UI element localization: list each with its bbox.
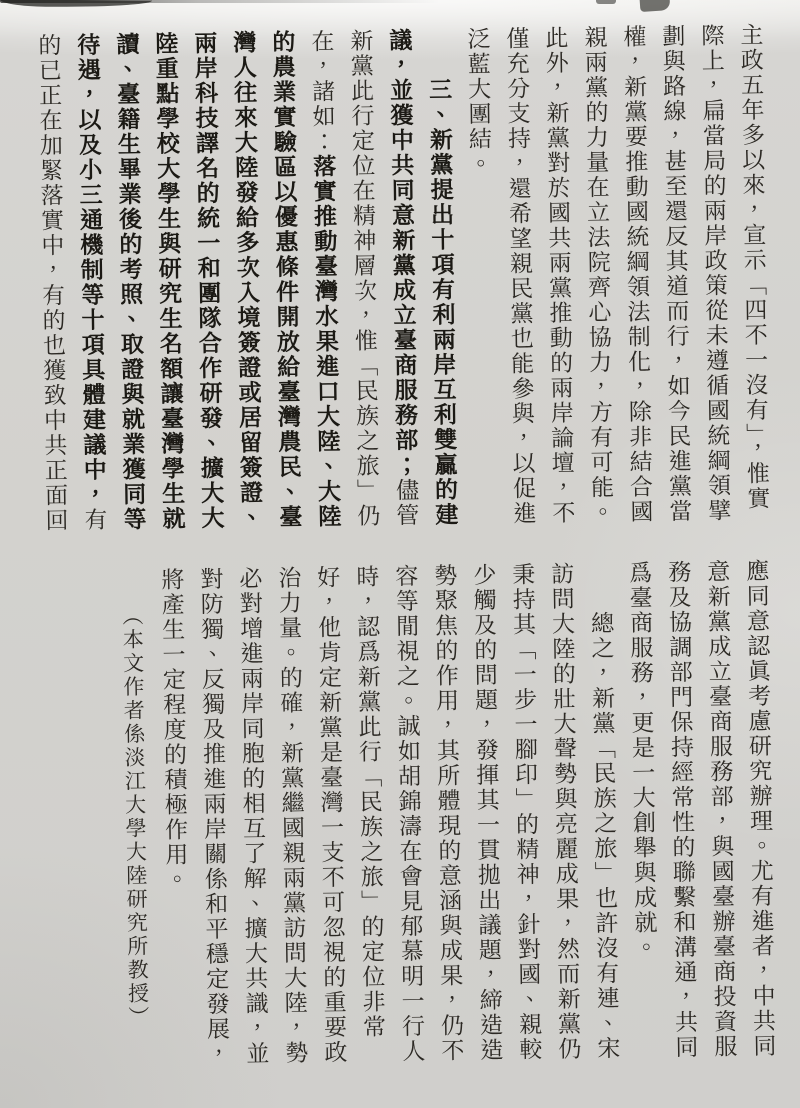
text-segment: 總之，新黨「民族之旅」也許沒有連、宋 xyxy=(587,560,620,1062)
author-byline-column xyxy=(118,568,152,1084)
text-segment: 主政五年多以來，宣示「四不一沒有」，惟實 xyxy=(737,22,770,512)
text-column xyxy=(742,559,776,1075)
text-segment xyxy=(425,27,451,77)
text-column xyxy=(352,564,386,1080)
text-segment: 訪問大陸的壯大聲勢與亮麗成果，然而新黨仍 xyxy=(548,561,581,1062)
text-segment: 爲臺商服務，更是一大創舉與成就。 xyxy=(626,560,658,961)
text-segment: 應同意認眞考慮研究辦理。尤有進者，中共同 xyxy=(743,558,776,1059)
text-segment: 此外，新黨對於國共兩黨推動的兩岸論壇，不 xyxy=(542,25,575,526)
text-segment: 務及協調部門保持經常性的聯繫和溝通，共同 xyxy=(665,559,698,1061)
bold-text-segment: 落實推動臺灣水果進口大陸、大陸 xyxy=(310,153,341,530)
bold-text-segment: 待遇，以及小三通機制等十項具體建議中， xyxy=(74,32,107,508)
text-column xyxy=(541,25,575,537)
text-column xyxy=(703,559,737,1075)
text-column xyxy=(658,24,692,536)
text-column xyxy=(274,565,308,1081)
text-segment: 儘管 xyxy=(392,477,419,529)
text-column xyxy=(625,560,659,1076)
text-segment: 權，新黨要推動國統綱領法制化，除非結合國 xyxy=(620,24,653,525)
text-column xyxy=(586,561,620,1077)
text-column xyxy=(619,24,653,536)
bold-text-segment: 的農業實驗區以優惠條件開放給臺灣農民、臺 xyxy=(269,29,302,530)
text-column xyxy=(196,567,230,1083)
text-segment: 僅充分支持，還希望親民黨也能參與，以促進 xyxy=(503,26,536,527)
text-column xyxy=(391,564,425,1080)
text-segment: 有 xyxy=(81,507,107,533)
text-segment: 秉持其「一步一腳印」的精神，針對國、親較 xyxy=(509,562,542,1063)
bold-text-segment: 灣人往來大陸發給多次入境簽證或居留簽證、 xyxy=(230,30,263,531)
text-segment: 將產生一定程度的積極作用。 xyxy=(158,567,188,893)
text-column xyxy=(697,23,731,535)
text-segment: 的已正在加緊落實中，有的也獲致中共正面回 xyxy=(35,32,68,534)
text-segment: 必對增進兩岸同胞的相互了解、擴大共識，並 xyxy=(236,566,269,1067)
text-segment: 際上，扁當局的兩岸政策從未遵循國統綱領擘 xyxy=(698,23,731,524)
text-column xyxy=(229,30,263,542)
text-segment: 泛藍大團結。 xyxy=(464,26,492,177)
text-segment: 好，他肯定新黨是臺灣一支不可忽視的重要政 xyxy=(314,564,347,1066)
bold-text-segment: 兩岸科技譯名的統一和團隊合作研發、擴大大 xyxy=(191,30,224,531)
bold-text-segment: 議，並獲中共同意新黨成立臺商服務部； xyxy=(386,27,418,479)
article-top-block xyxy=(21,23,770,546)
text-segment: 少觸及的問題，發揮其一貫拋出議題，締造造 xyxy=(470,562,503,1063)
text-column xyxy=(73,32,107,544)
text-segment: 新黨此行定位在精神層次，惟「民族之旅」仍 xyxy=(347,28,380,529)
text-column xyxy=(463,27,497,539)
article-bottom-block xyxy=(105,559,776,1085)
text-column xyxy=(508,562,542,1078)
text-segment: 對防獨、反獨及推進兩岸關係和平穩定發展， xyxy=(197,566,230,1067)
text-column xyxy=(268,30,302,542)
text-column xyxy=(157,567,191,1083)
text-column xyxy=(190,31,224,543)
text-column xyxy=(34,33,68,545)
text-column xyxy=(547,561,581,1077)
bold-text-segment: 陸重點學校大學生與研究生名額讓臺灣學生就 xyxy=(152,31,185,532)
text-column xyxy=(313,565,347,1081)
text-column xyxy=(469,563,503,1079)
text-segment: 治力量。的確，新黨繼國親兩黨訪問大陸，勢 xyxy=(275,565,308,1066)
text-segment: 親兩黨的力量在立法院齊心協力，方有可能。 xyxy=(581,24,614,526)
text-column xyxy=(580,25,614,537)
text-segment: 時，認爲新黨此行「民族之旅」的定位非常 xyxy=(353,564,386,1040)
section-heading-column xyxy=(424,27,458,539)
text-segment: （本文作者係淡江大學大陸研究所教授） xyxy=(119,567,151,1030)
text-column xyxy=(235,566,269,1082)
text-column xyxy=(112,32,146,544)
text-segment: 在，諸如： xyxy=(308,28,336,155)
text-column xyxy=(502,26,536,538)
text-column xyxy=(664,560,698,1076)
text-column xyxy=(736,23,770,535)
text-segment: 勢聚焦的作用，其所體現的意涵與成果，仍不 xyxy=(431,563,464,1064)
text-column xyxy=(430,563,464,1079)
text-segment: 劃與路線，甚至還反其道而行，如今民進黨當 xyxy=(659,23,692,525)
text-column xyxy=(346,28,380,540)
text-column xyxy=(385,28,419,540)
bold-text-segment: 三、新黨提出十項有利兩岸互利雙贏的建 xyxy=(425,77,458,528)
bold-text-segment: 讀、臺籍生畢業後的考照、取證與就業獲同等 xyxy=(113,31,146,533)
text-column xyxy=(307,29,341,541)
text-segment: 容等閒視之。誠如胡錦濤在會見郁慕明一行人 xyxy=(392,563,425,1065)
text-column xyxy=(151,31,185,543)
text-segment: 意新黨成立臺商服務部，與國臺辦臺商投資服 xyxy=(704,559,737,1060)
